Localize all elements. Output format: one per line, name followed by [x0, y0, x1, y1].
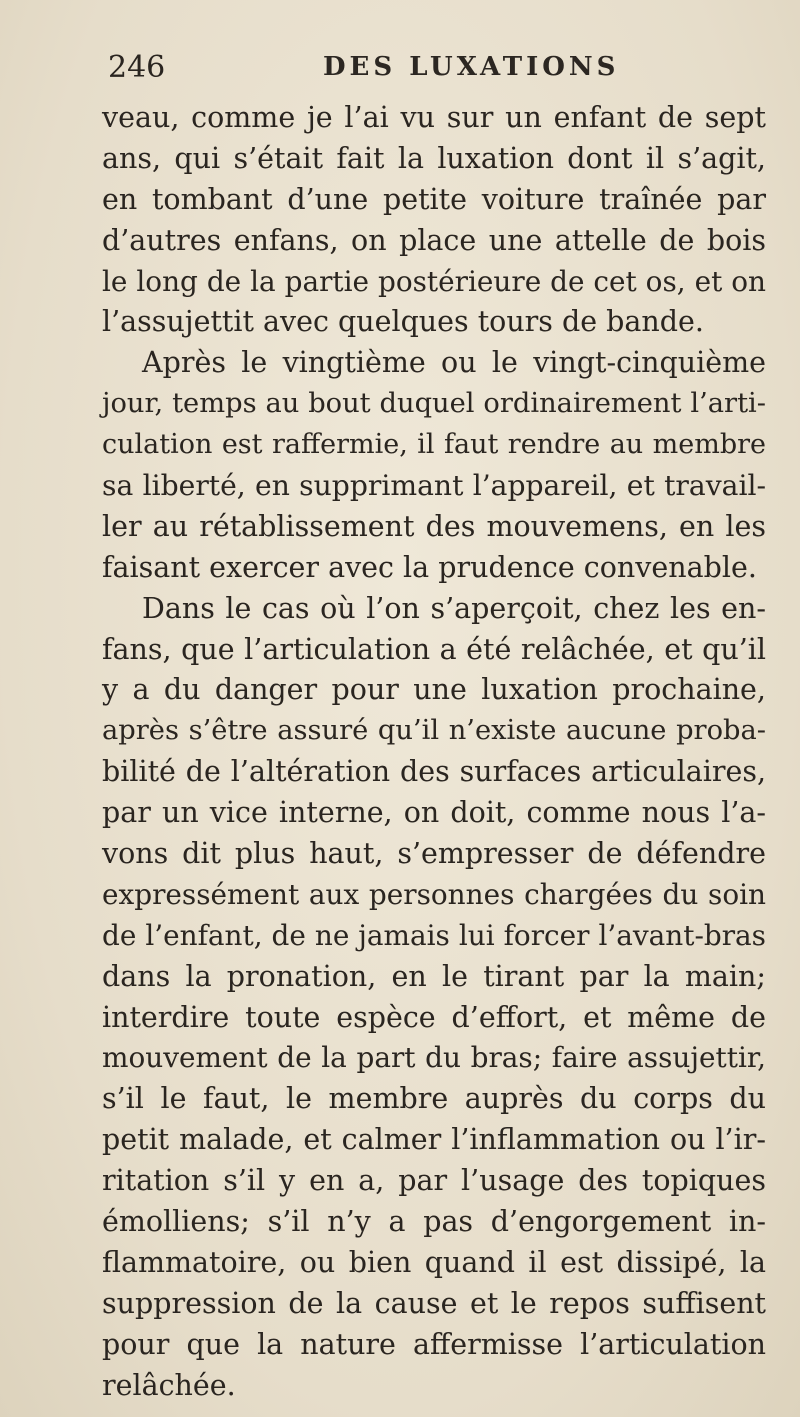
- text-line: ler au rétablissement des mouvemens, en les: [102, 509, 766, 543]
- text-line: le long de la partie postérieure de cet os, et on: [102, 264, 766, 298]
- text-line: ritation s’il y en a, par l’usage des topiques: [102, 1164, 766, 1198]
- text-line: jour, temps au bout duquel ordinairement l’arti-: [102, 388, 766, 420]
- text-line: par un vice interne, on doit, comme nous l’a-: [102, 796, 766, 830]
- text-line: s’il le faut, le membre auprès du corps du: [102, 1082, 766, 1116]
- text-line: flammatoire, ou bien quand il est dissipé, la: [102, 1245, 766, 1279]
- body-text: [102, 98, 766, 1407]
- text-line: bilité de l’altération des surfaces articulaires,: [102, 755, 766, 789]
- text-line: mouvement de la part du bras; faire assujettir,: [102, 1041, 766, 1075]
- page-header: [108, 50, 748, 90]
- text-line: vons dit plus haut, s’empresser de défendre: [102, 837, 766, 871]
- page-number: 246: [108, 50, 166, 85]
- text-line: expressément aux personnes chargées du soin: [102, 877, 766, 911]
- text-line: après s’être assuré qu’il n’existe aucune proba-: [102, 715, 766, 747]
- text-line: culation est raffermie, il faut rendre au membre: [102, 429, 766, 461]
- text-line: veau, comme je l’ai vu sur un enfant de sept: [102, 101, 766, 134]
- running-title: DES LUXATIONS: [323, 52, 620, 82]
- text-line: petit malade, et calmer l’inflammation ou l’ir-: [102, 1123, 766, 1157]
- text-line: dans la pronation, en le tirant par la main;: [102, 959, 766, 993]
- text-line: l’assujettit avec quelques tours de bande.: [102, 305, 704, 339]
- text-line: ans, qui s’était fait la luxation dont il s’agit,: [102, 141, 766, 175]
- text-line: relâchée.: [102, 1368, 236, 1402]
- paragraph-start-line: Dans le cas où l’on s’aperçoit, chez les en-: [142, 591, 766, 625]
- text-line: suppression de la cause et le repos suffisent: [102, 1286, 766, 1320]
- paragraph-start-line: Après le vingtième ou le vingt-cinquième: [142, 346, 766, 380]
- text-line: d’autres enfans, on place une attelle de bois: [102, 223, 766, 257]
- text-line: y a du danger pour une luxation prochaine,: [102, 673, 766, 707]
- text-line: faisant exercer avec la prudence convenable.: [102, 550, 757, 584]
- text-line: pour que la nature affermisse l’articulation: [102, 1327, 766, 1361]
- text-line: émolliens; s’il n’y a pas d’engorgement in-: [102, 1205, 766, 1239]
- text-line: sa liberté, en supprimant l’appareil, et travail-: [102, 469, 766, 503]
- text-line: de l’enfant, de ne jamais lui forcer l’avant-bras: [102, 918, 766, 952]
- text-line: en tombant d’une petite voiture traînée par: [102, 182, 766, 216]
- text-line: fans, que l’articulation a été relâchée, et qu’il: [102, 632, 766, 666]
- text-line: interdire toute espèce d’effort, et même de: [102, 1000, 766, 1034]
